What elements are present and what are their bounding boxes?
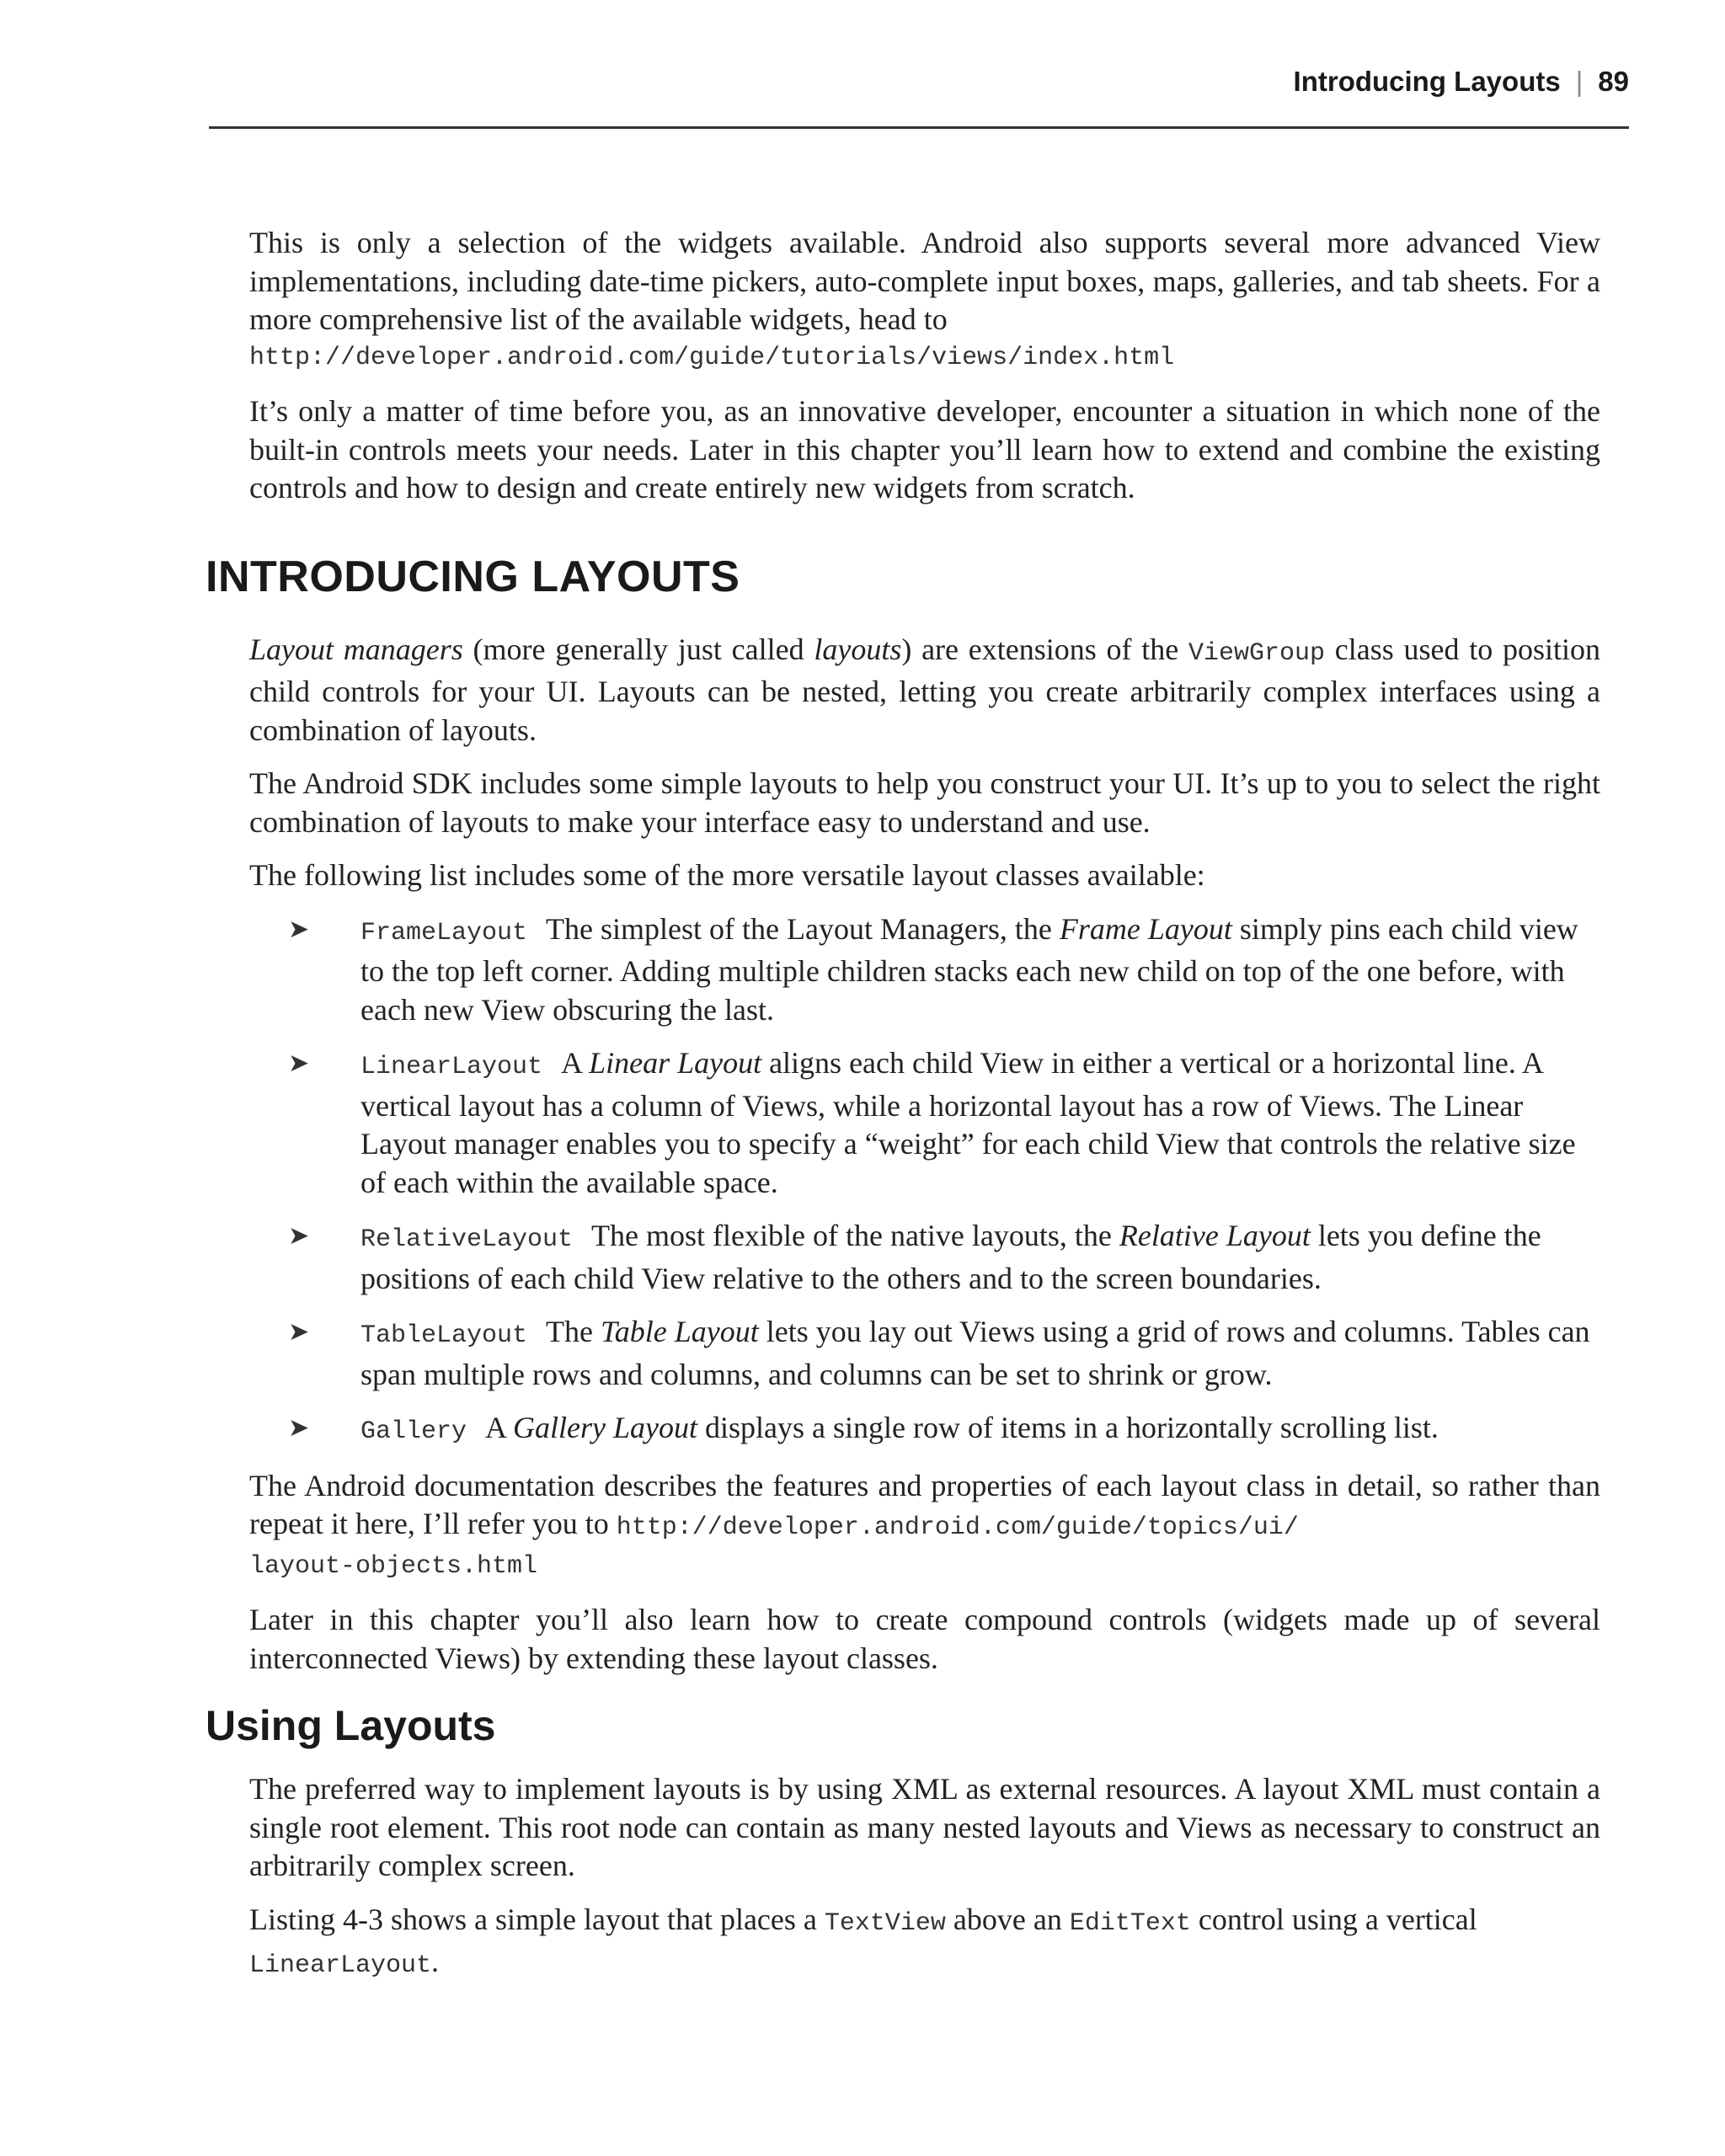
layouts-paragraph-3: The following list includes some of the more versatile layout classes available: bbox=[249, 858, 1205, 892]
layouts-paragraph-5: Later in this chapter you’ll also learn how to create compound controls (widgets made up of several interconnected Views) by extending these layout classes. bbox=[249, 1603, 1600, 1675]
views-tutorial-url: http://developer.android.com/guide/tutorials/views/index.html bbox=[249, 343, 1175, 372]
list-item-text: A bbox=[485, 1411, 514, 1444]
arrow-bullet-icon: ➤ bbox=[288, 1317, 310, 1347]
edittext-code: EditText bbox=[1069, 1908, 1191, 1938]
linearlayout-code: LinearLayout bbox=[249, 1951, 432, 1980]
arrow-bullet-icon: ➤ bbox=[288, 914, 310, 944]
list-item-tablelayout bbox=[206, 1313, 1600, 1394]
list-item-term: FrameLayout bbox=[360, 918, 528, 947]
layouts-paragraph-1-text-a: (more generally just called bbox=[462, 632, 814, 666]
list-item-emphasis: Table Layout bbox=[601, 1315, 759, 1348]
using-layouts-text: control using a vertical bbox=[1190, 1902, 1477, 1936]
list-item-term: LinearLayout bbox=[360, 1053, 543, 1081]
intro-paragraph-1-text: This is only a selection of the widgets available. Android also supports several more advanced View implementations, including date-time pickers, auto-complete input boxes, maps, galleries, and tab sheets. For a more comprehensive list of the available widgets, head to bbox=[249, 226, 1600, 336]
viewgroup-code: ViewGroup bbox=[1188, 638, 1326, 668]
layouts-term: layouts bbox=[814, 632, 902, 666]
running-title: Introducing Layouts bbox=[1293, 66, 1561, 97]
list-item-text: The most flexible of the native layouts, the bbox=[591, 1219, 1119, 1252]
list-item-emphasis: Linear Layout bbox=[589, 1046, 762, 1080]
list-item-text: A bbox=[561, 1046, 590, 1080]
list-item-framelayout bbox=[206, 910, 1600, 1030]
running-head bbox=[1294, 66, 1629, 98]
using-layouts-text: above an bbox=[945, 1902, 1070, 1936]
list-item-text: lets you define the positions of each child View relative to the others and to the screen boundaries. bbox=[360, 1219, 1541, 1295]
list-item-text: The simplest of the Layout Managers, the bbox=[546, 911, 1060, 946]
using-layouts-text: Listing 4-3 shows a simple layout that places a bbox=[249, 1902, 825, 1936]
using-layouts-paragraph-2 bbox=[249, 1901, 1600, 1986]
using-layouts-text: . bbox=[431, 1945, 440, 1978]
list-item-linearlayout bbox=[206, 1044, 1600, 1202]
page-header bbox=[209, 51, 1629, 129]
page-number: 89 bbox=[1598, 66, 1629, 97]
intro-paragraph-1 bbox=[249, 224, 1600, 377]
list-item-term: Gallery bbox=[360, 1417, 467, 1446]
layouts-paragraph-1-text-c: class used to position child controls for your UI. Layouts can be nested, letting you create arbitrarily complex interfaces using a combination of layouts. bbox=[249, 632, 1600, 747]
layout-class-list bbox=[206, 910, 1600, 1452]
arrow-bullet-icon: ➤ bbox=[288, 1413, 310, 1443]
header-separator: | bbox=[1575, 66, 1583, 97]
layout-objects-url-part-2: layout-objects.html bbox=[249, 1551, 538, 1581]
page-content bbox=[206, 224, 1600, 2001]
list-item-emphasis: Frame Layout bbox=[1059, 911, 1232, 946]
textview-code: TextView bbox=[824, 1908, 946, 1938]
layout-objects-url-part-1: http://developer.android.com/guide/topics/ui/ bbox=[616, 1513, 1299, 1542]
arrow-bullet-icon: ➤ bbox=[288, 1049, 310, 1078]
layouts-paragraph-4 bbox=[249, 1467, 1600, 1587]
list-item-emphasis: Relative Layout bbox=[1119, 1219, 1311, 1252]
list-item-text: aligns each child View in either a vertical or a horizontal line. A vertical layout has a column of Views, while a horizontal layout has a row of Views. The Linear Layout manager enables you to specify a “weight” for each child View that controls the relative size of each within the available space. bbox=[360, 1046, 1576, 1199]
section-heading: INTRODUCING LAYOUTS bbox=[206, 552, 740, 601]
list-item-term: RelativeLayout bbox=[360, 1225, 574, 1254]
using-layouts-paragraph-1: The preferred way to implement layouts is by using XML as external resources. A layout XML must contain a single root element. This root node can contain as many nested layouts and Views as necessary to construct an arbitrarily complex screen. bbox=[249, 1772, 1600, 1882]
arrow-bullet-icon: ➤ bbox=[288, 1221, 310, 1251]
list-item-term: TableLayout bbox=[360, 1321, 528, 1350]
list-item-text: simply pins each child view to the top left corner. Adding multiple children stacks each new child on top of the one before, with each new View obscuring the last. bbox=[360, 911, 1578, 1027]
list-item-text: The bbox=[546, 1315, 601, 1348]
layouts-paragraph-4-text: The Android documentation describes the features and properties of each layout class in detail, so rather than repeat it here, I’ll refer you to bbox=[249, 1468, 1600, 1540]
list-item-emphasis: Gallery Layout bbox=[513, 1411, 698, 1444]
layout-managers-term: Layout managers bbox=[249, 632, 463, 666]
layouts-paragraph-1 bbox=[249, 631, 1600, 750]
list-item-text: lets you lay out Views using a grid of rows and columns. Tables can span multiple rows and columns, and columns can be set to shrink or grow. bbox=[360, 1315, 1590, 1391]
list-item-text: displays a single row of items in a horizontally scrolling list. bbox=[697, 1411, 1439, 1444]
layouts-paragraph-1-text-b: ) are extensions of the bbox=[901, 632, 1188, 666]
list-item-gallery bbox=[206, 1409, 1600, 1452]
intro-paragraph-2: It’s only a matter of time before you, as an innovative developer, encounter a situation in which none of the built-in controls meets your needs. Later in this chapter you’ll learn how to extend and combine the existing controls and how to design and create entirely new widgets from scratch. bbox=[249, 394, 1600, 504]
subsection-heading: Using Layouts bbox=[206, 1702, 496, 1749]
layouts-paragraph-2: The Android SDK includes some simple layouts to help you construct your UI. It’s up to you to select the right combination of layouts to make your interface easy to understand and use. bbox=[249, 766, 1600, 839]
list-item-relativelayout bbox=[206, 1217, 1600, 1298]
